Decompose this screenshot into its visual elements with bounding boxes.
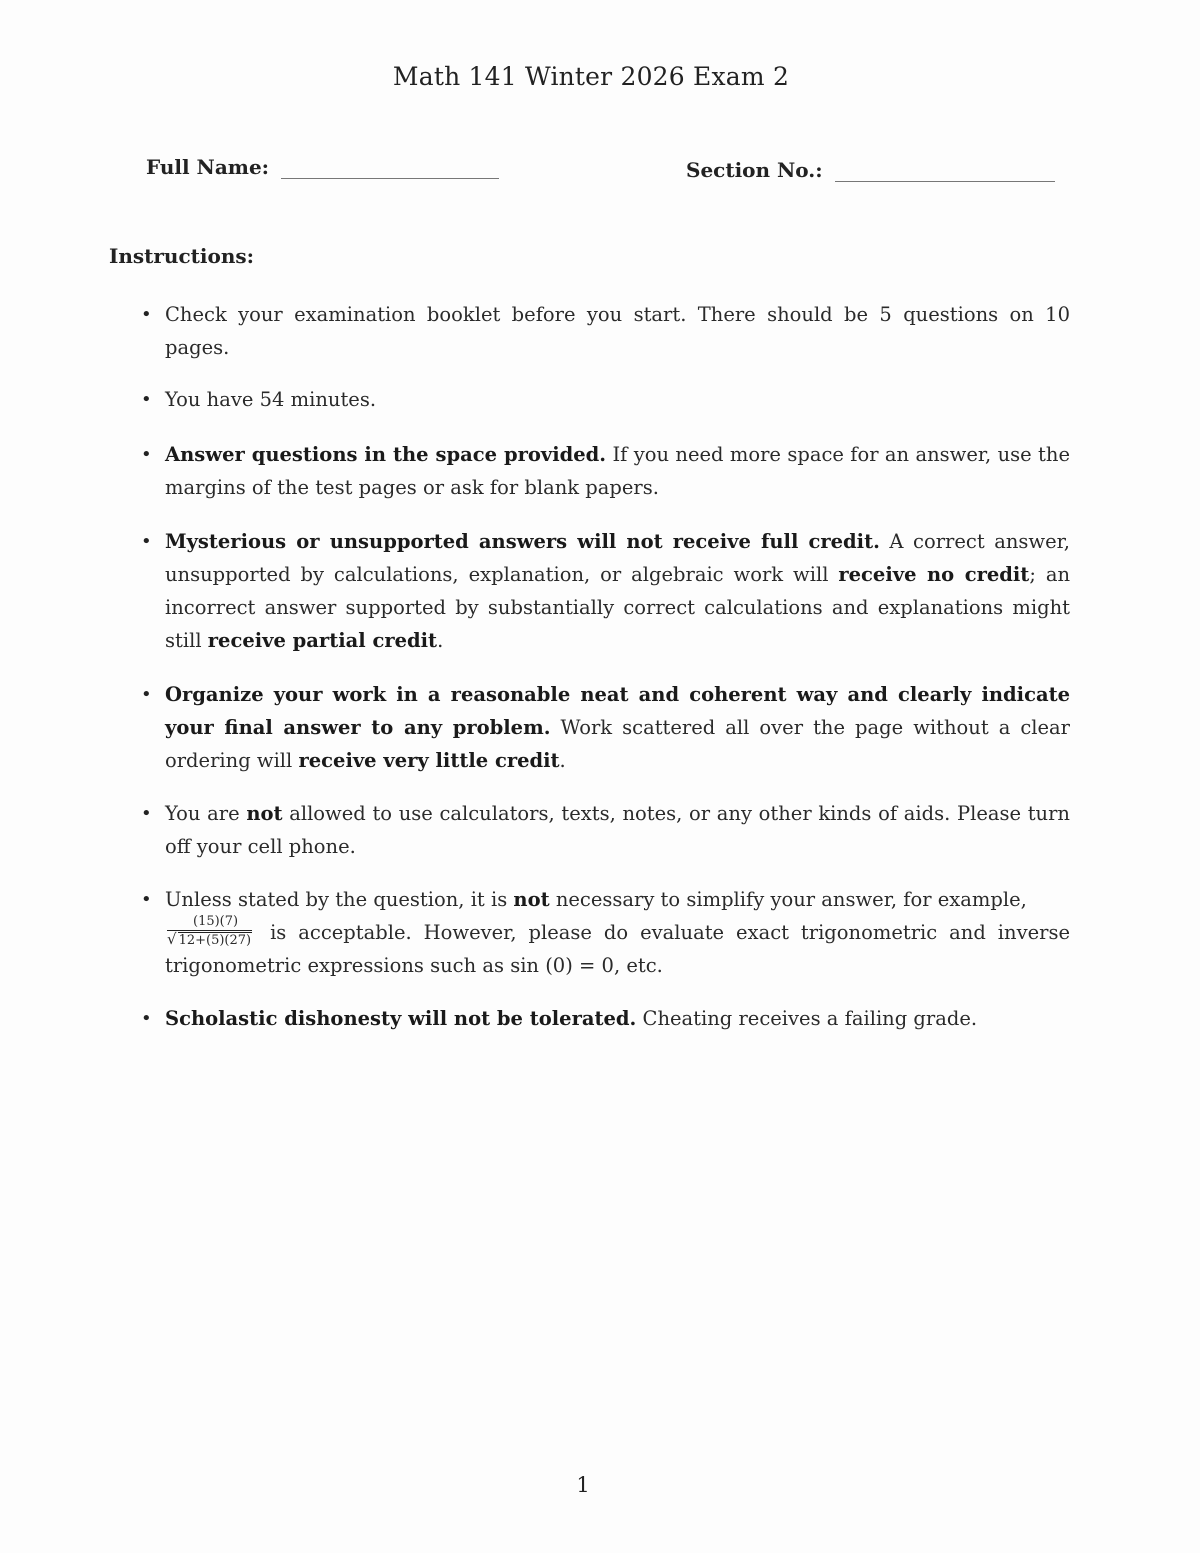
instruction-text: You are [165,802,247,825]
bullet-icon: • [141,684,152,705]
instruction-text: , etc. [613,954,663,977]
instruction-item [138,525,1070,657]
instruction-text: Unless stated by the question, it is [165,888,514,911]
instruction-item [138,298,1070,364]
instruction-bold-text: Organize your work in a reasonable neat and coherent way and clearly indicate your final answer to any problem. [165,683,1070,739]
section-number-label: Section No.: [686,158,823,182]
instruction-item [138,1002,1070,1035]
instructions-heading: Instructions: [109,244,255,268]
math-expression: sin (0) = 0 [510,954,614,977]
page-number: 1 [576,1473,590,1497]
instruction-bold-text: not [513,888,550,911]
exam-title: Math 141 Winter 2026 Exam 2 [392,62,790,91]
instruction-bold-text: receive no credit [838,563,1030,586]
instruction-text: . [437,629,444,652]
instruction-item [138,883,1070,982]
bullet-icon: • [141,304,152,325]
section-number-field [686,158,1055,182]
instructions-list [138,298,1070,1035]
instruction-text: A correct answer, unsupported by calculations, explanation, or algebraic work will [165,530,1070,586]
example-fraction [167,914,252,948]
instruction-text: If you need more space for an answer, use the margins of the test pages or ask for blank papers. [165,443,1070,499]
fraction-denominator [167,931,252,948]
instruction-text: You have 54 minutes. [165,388,377,411]
section-number-blank[interactable] [835,163,1055,182]
bullet-icon: • [141,1008,152,1029]
instruction-text: Work scattered all over the page without a clear ordering will [165,716,1070,772]
bullet-icon: • [141,889,152,910]
instruction-item [138,383,1070,416]
instruction-text: ; an incorrect answer supported by substantially correct calculations and explanations might still [165,563,1070,652]
instruction-item [138,678,1070,777]
full-name-label: Full Name: [146,155,270,179]
instruction-bold-text: Scholastic dishonesty will not be tolerated. [165,1007,637,1030]
fraction-numerator: (15)(7) [167,914,252,931]
bullet-icon: • [141,389,152,410]
fraction-radicand: 12+(5)(27) [178,932,252,948]
full-name-field [146,155,499,179]
instruction-text: Cheating receives a failing grade. [636,1007,978,1030]
instruction-bold-text: Mysterious or unsupported answers will not receive full credit. [165,530,880,553]
instruction-text: necessary to simplify your answer, for example, [549,888,1027,911]
instruction-text: allowed to use calculators, texts, notes, or any other kinds of aids. Please turn off your cell phone. [165,802,1070,858]
instruction-bold-text: receive partial credit [207,629,438,652]
full-name-blank[interactable] [281,160,499,179]
bullet-icon: • [141,803,152,824]
instruction-item [138,438,1070,504]
instruction-bold-text: receive very little credit [298,749,560,772]
instruction-bold-text: not [246,802,283,825]
instruction-text: Check your examination booklet before you start. There should be 5 questions on 10 pages. [165,303,1070,359]
square-root-icon: √ [167,929,177,948]
instruction-bold-text: Answer questions in the space provided. [165,443,607,466]
instruction-item [138,797,1070,863]
bullet-icon: • [141,444,152,465]
bullet-icon: • [141,531,152,552]
instruction-text: . [559,749,566,772]
instruction-text: is acceptable. However, please do evaluate exact trigonometric and inverse trigonometric expressions such as [165,921,1070,977]
